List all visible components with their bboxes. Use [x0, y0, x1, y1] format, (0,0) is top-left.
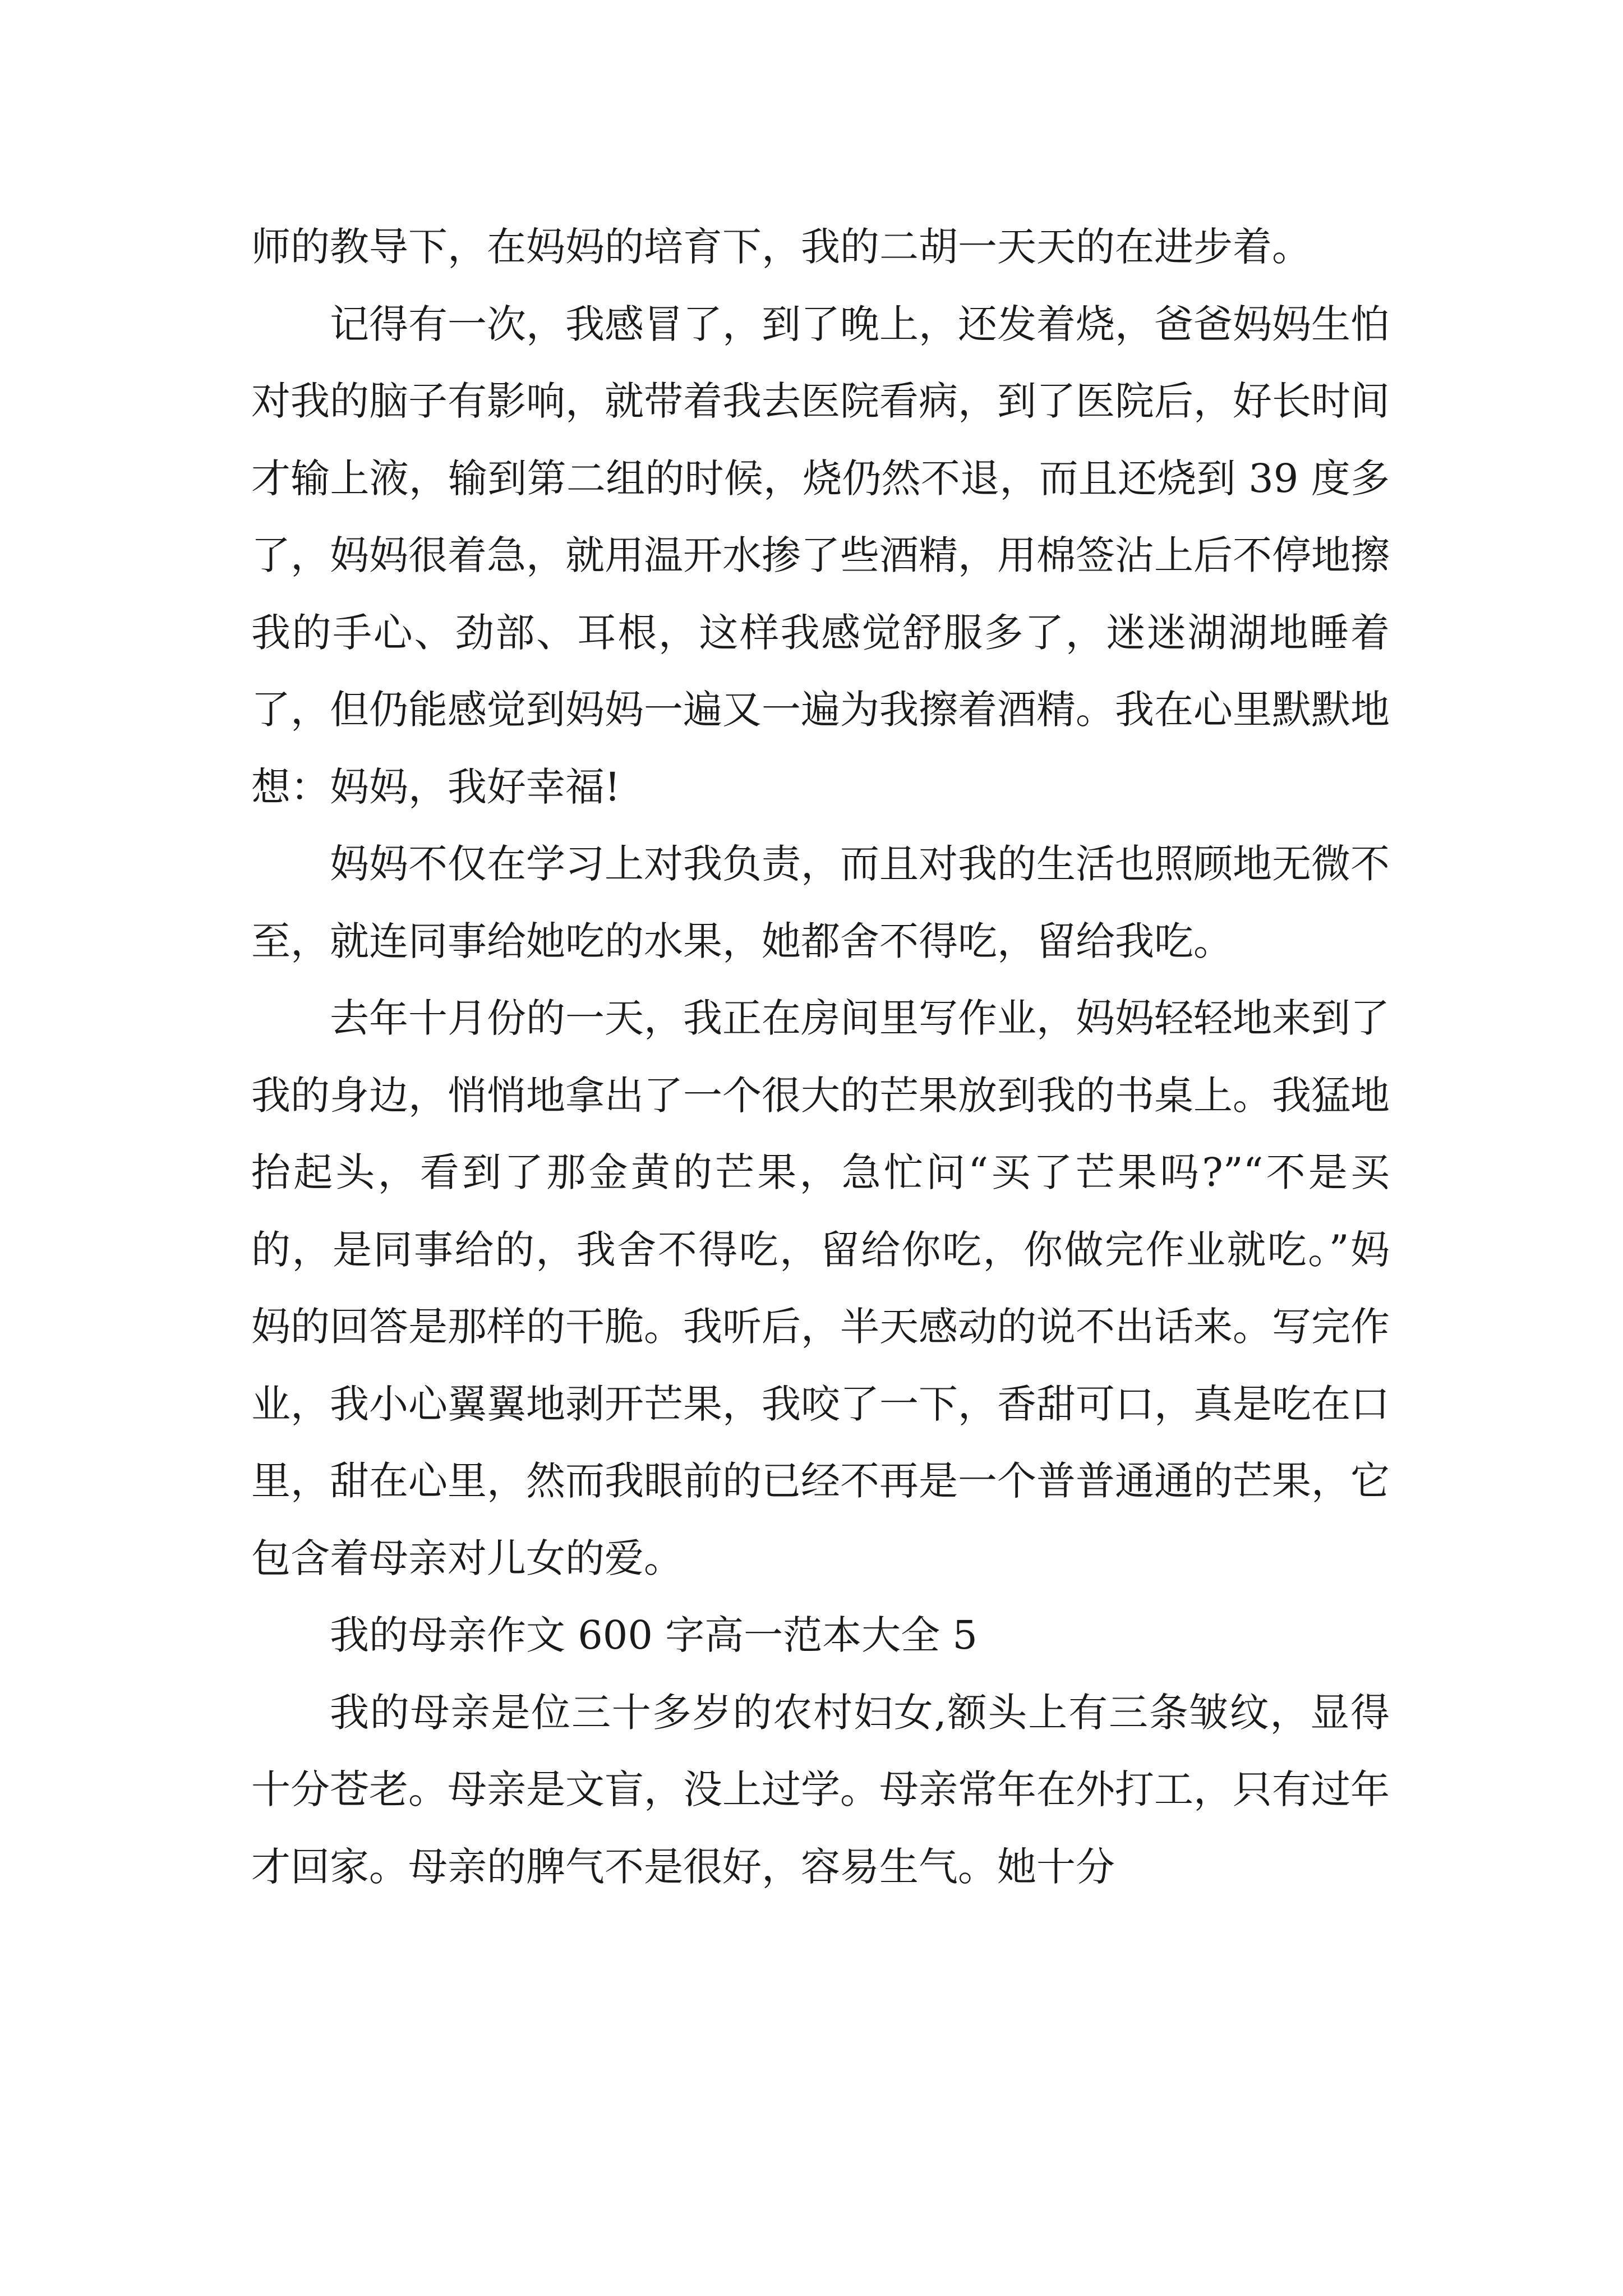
paragraph-fever-story: 记得有一次，我感冒了，到了晚上，还发着烧，爸爸妈妈生怕对我的脑子有影响，就带着我去医院看病，到了医院后，好长时间才输上液，输到第二组的时候，烧仍然不退，而且还烧到 39 度多了，妈妈很着急，就用温开水掺了些酒精，用棉签沾上后不停地擦我的手心、劲部、耳根，这样我感觉舒服多了，迷迷湖湖地睡着了，但仍能感觉到妈妈一遍又一遍为我擦着酒精。我在心里默默地想：妈妈，我好幸福! — [251, 301, 1390, 810]
section-heading: 我的母亲作文 600 字高一范本大全 5 — [330, 1612, 978, 1658]
paragraph-continued: 师的教导下，在妈妈的培育下，我的二胡一天天的在进步着。 — [251, 224, 1311, 270]
document-body — [251, 209, 1390, 1906]
paragraph-care: 妈妈不仅在学习上对我负责，而且对我的生活也照顾地无微不至，就连同事给她吃的水果，她都舍不得吃，留给我吃。 — [251, 841, 1390, 964]
paragraph-mango-story: 去年十月份的一天，我正在房间里写作业，妈妈轻轻地来到了我的身边，悄悄地拿出了一个很大的芒果放到我的书桌上。我猛地抬起头，看到了那金黄的芒果，急忙问“买了芒果吗?”“不是买的，是同事给的，我舍不得吃，留给你吃，你做完作业就吃。”妈妈的回答是那样的干脆。我听后，半天感动的说不出话来。写完作业，我小心翼翼地剥开芒果，我咬了一下，香甜可口，真是吃在口里，甜在心里，然而我眼前的已经不再是一个普普通通的芒果，它包含着母亲对儿女的爱。 — [251, 995, 1390, 1581]
paragraph-mother-intro: 我的母亲是位三十多岁的农村妇女,额头上有三条皱纹，显得十分苍老。母亲是文盲，没上过学。母亲常年在外打工，只有过年才回家。母亲的脾气不是很好，容易生气。她十分 — [251, 1689, 1390, 1890]
